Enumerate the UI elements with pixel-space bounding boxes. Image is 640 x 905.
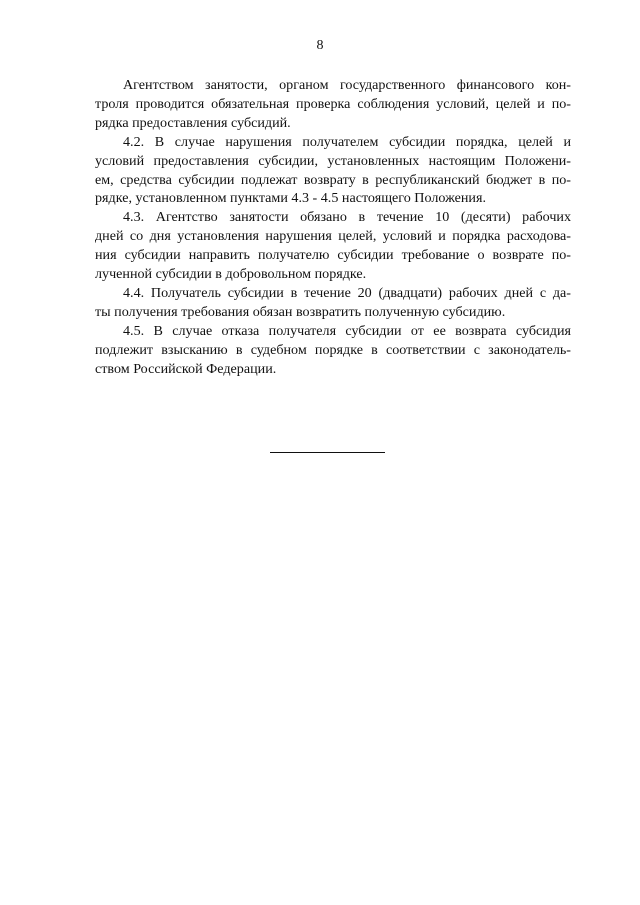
text-line: ты получения требования обязан возвратить полученную субсидию. bbox=[95, 303, 506, 320]
text-line: дней со дня установления нарушения целей, условий и порядка расходова- bbox=[95, 228, 571, 245]
text-line: лученной субсидии в добровольном порядке. bbox=[95, 266, 367, 283]
closing-rule bbox=[270, 452, 385, 453]
paragraph-4-2 bbox=[95, 133, 571, 209]
text-line: 4.2. В случае нарушения получателем субсидии порядка, целей и bbox=[123, 133, 571, 150]
text-line: 4.4. Получатель субсидии в течение 20 (двадцати) рабочих дней с да- bbox=[123, 284, 571, 301]
text-line: Агентством занятости, органом государственного финансового кон- bbox=[123, 77, 571, 93]
text-line: ем, средства субсидии подлежат возврату в республиканский бюджет в по- bbox=[95, 171, 571, 188]
text-line: ния субсидии направить получателю субсидии требование о возврате по- bbox=[95, 247, 571, 264]
text-line: 4.5. В случае отказа получателя субсидии от ее возврата субсидия bbox=[123, 322, 571, 339]
text-line: условий предоставления субсидии, установленных настоящим Положени- bbox=[95, 152, 571, 169]
text-line: троля проводится обязательная проверка соблюдения условий, целей и по- bbox=[95, 95, 571, 112]
paragraph-4-4 bbox=[95, 284, 571, 322]
text-line: рядке, установленном пунктами 4.3 - 4.5 настоящего Положения. bbox=[95, 190, 486, 207]
text-line: подлежит взысканию в судебном порядке в соответствии с законодатель- bbox=[95, 341, 571, 358]
text-line: ством Российской Федерации. bbox=[95, 360, 277, 377]
text-line: рядка предоставления субсидий. bbox=[95, 114, 291, 131]
paragraph-4-5 bbox=[95, 322, 571, 379]
page-number: 8 bbox=[316, 38, 324, 53]
paragraph-4-3 bbox=[95, 208, 571, 284]
paragraph-agency-inspection bbox=[95, 76, 571, 133]
document-body bbox=[95, 76, 571, 379]
text-line: 4.3. Агентство занятости обязано в течение 10 (десяти) рабочих bbox=[123, 209, 571, 226]
